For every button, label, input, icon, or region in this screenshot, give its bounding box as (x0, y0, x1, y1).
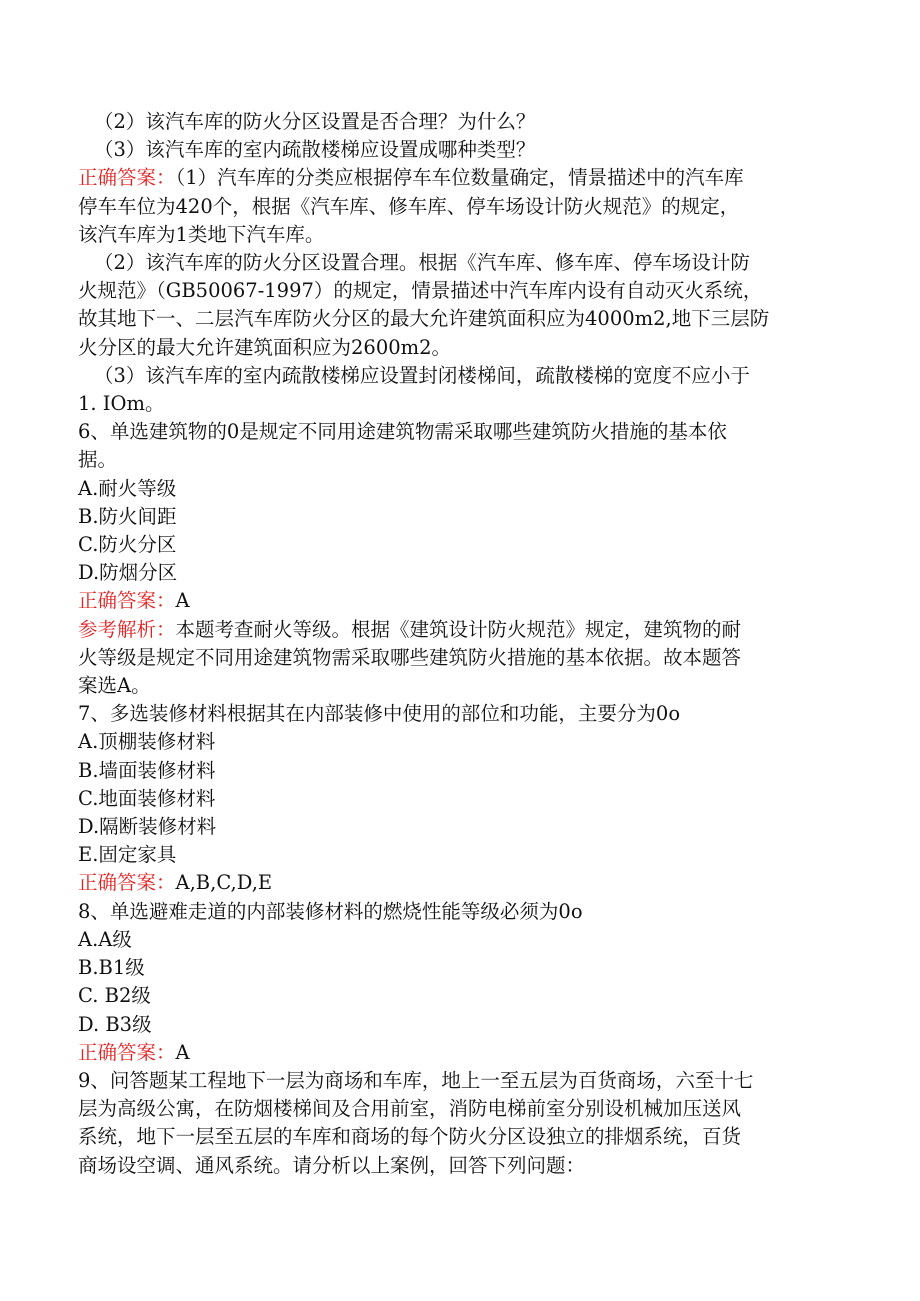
q9-title-line-1: 9、问答题某工程地下一层为商场和车库，地上一至五层为百货商场，六至十七 (78, 1068, 754, 1092)
q6-option-d: D.防烟分区 (78, 561, 178, 585)
q5-answer-line-3: 该汽车库为1类地下汽车库。 (78, 222, 325, 246)
q5-answer-text: （1）汽车库的分类应根据停车车位数量确定，情景描述中的汽车库 (175, 166, 744, 190)
q8-option-a: A.A级 (78, 927, 132, 951)
q5-answer-line-7: 火分区的最大允许建筑面积应为2600m2。 (78, 335, 452, 359)
q6-answer-label: 正确答案： (78, 589, 176, 613)
q6-analysis-text: 本题考查耐火等级。根据《建筑设计防火规范》规定，建筑物的耐 (175, 617, 742, 641)
q7-answer (78, 869, 848, 897)
q5-answer-line-2: 停车车位为420个，根据《汽车库、修车库、停车场设计防火规范》的规定， (78, 194, 740, 218)
q5-answer-line-6: 故其地下一、二层汽车库防火分区的最大允许建筑面积应为4000m2,地下三层防 (78, 307, 770, 331)
q7-answer-value: A,B,C,D,E (175, 871, 273, 895)
q5-answer-line-1 (78, 164, 848, 192)
q9-title-line-2: 层为高级公寓，在防烟楼梯间及合用前室，消防电梯前室分别设机械加压送风 (78, 1097, 742, 1121)
q5-answer-line-4: （2）该汽车库的防火分区设置合理。根据《汽车库、修车库、停车场设计防 (94, 251, 750, 275)
q7-option-e: E.固定家具 (78, 843, 177, 867)
q6-analysis-line-3: 案选A。 (78, 674, 151, 698)
q5-answer-line-5: 火规范》（GB50067-1997）的规定，情景描述中汽车库内设有自动灭火系统， (78, 279, 763, 303)
q6-option-c: C.防火分区 (78, 533, 177, 557)
q6-title-line-2: 据。 (78, 448, 118, 472)
q5-answer-line-9: 1. IOm。 (78, 392, 165, 416)
q8-answer-label: 正确答案： (78, 1040, 176, 1064)
q6-title-line-1: 6、单选建筑物的0是规定不同用途建筑物需采取哪些建筑防火措施的基本依 (78, 420, 727, 444)
q8-option-c: C. B2级 (78, 984, 151, 1008)
q8-option-b: B.B1级 (78, 956, 145, 980)
q5-answer-label: 正确答案： (78, 166, 176, 190)
q7-option-c: C.地面装修材料 (78, 786, 216, 810)
q7-answer-label: 正确答案： (78, 871, 176, 895)
q8-answer (78, 1039, 848, 1067)
q6-answer-value: A (175, 589, 190, 613)
q6-analysis-label: 参考解析： (78, 617, 176, 641)
q8-answer-value: A (175, 1040, 190, 1064)
q8-title: 8、单选避难走道的内部装修材料的燃烧性能等级必须为0o (78, 899, 583, 923)
q6-analysis-line-2: 火等级是规定不同用途建筑物需采取哪些建筑防火措施的基本依据。故本题答 (78, 645, 742, 669)
q5-sub-question-2: （2）该汽车库的防火分区设置是否合理？为什么？ (94, 110, 536, 133)
q6-analysis-line-1 (78, 616, 848, 644)
q5-answer-line-8: （3）该汽车库的室内疏散楼梯应设置封闭楼梯间，疏散楼梯的宽度不应小于 (94, 363, 750, 387)
q7-option-d: D.隔断装修材料 (78, 815, 217, 839)
q7-option-a: A.顶棚装修材料 (78, 730, 216, 754)
q9-title-line-3: 系统，地下一层至五层的车库和商场的每个防火分区设独立的排烟系统，百货 (78, 1125, 742, 1149)
q6-option-a: A.耐火等级 (78, 476, 177, 500)
q8-option-d: D. B3级 (78, 1012, 152, 1036)
q9-title-line-4: 商场设空调、通风系统。请分析以上案例，回答下列问题： (78, 1153, 586, 1177)
q6-option-b: B.防火间距 (78, 504, 177, 528)
q7-title: 7、多选装修材料根据其在内部装修中使用的部位和功能，主要分为0o (78, 702, 681, 726)
document-body (78, 108, 848, 1180)
q6-answer (78, 587, 848, 615)
q7-option-b: B.墙面装修材料 (78, 758, 216, 782)
q5-sub-question-3: （3）该汽车库的室内疏散楼梯应设置成哪种类型？ (94, 138, 536, 162)
